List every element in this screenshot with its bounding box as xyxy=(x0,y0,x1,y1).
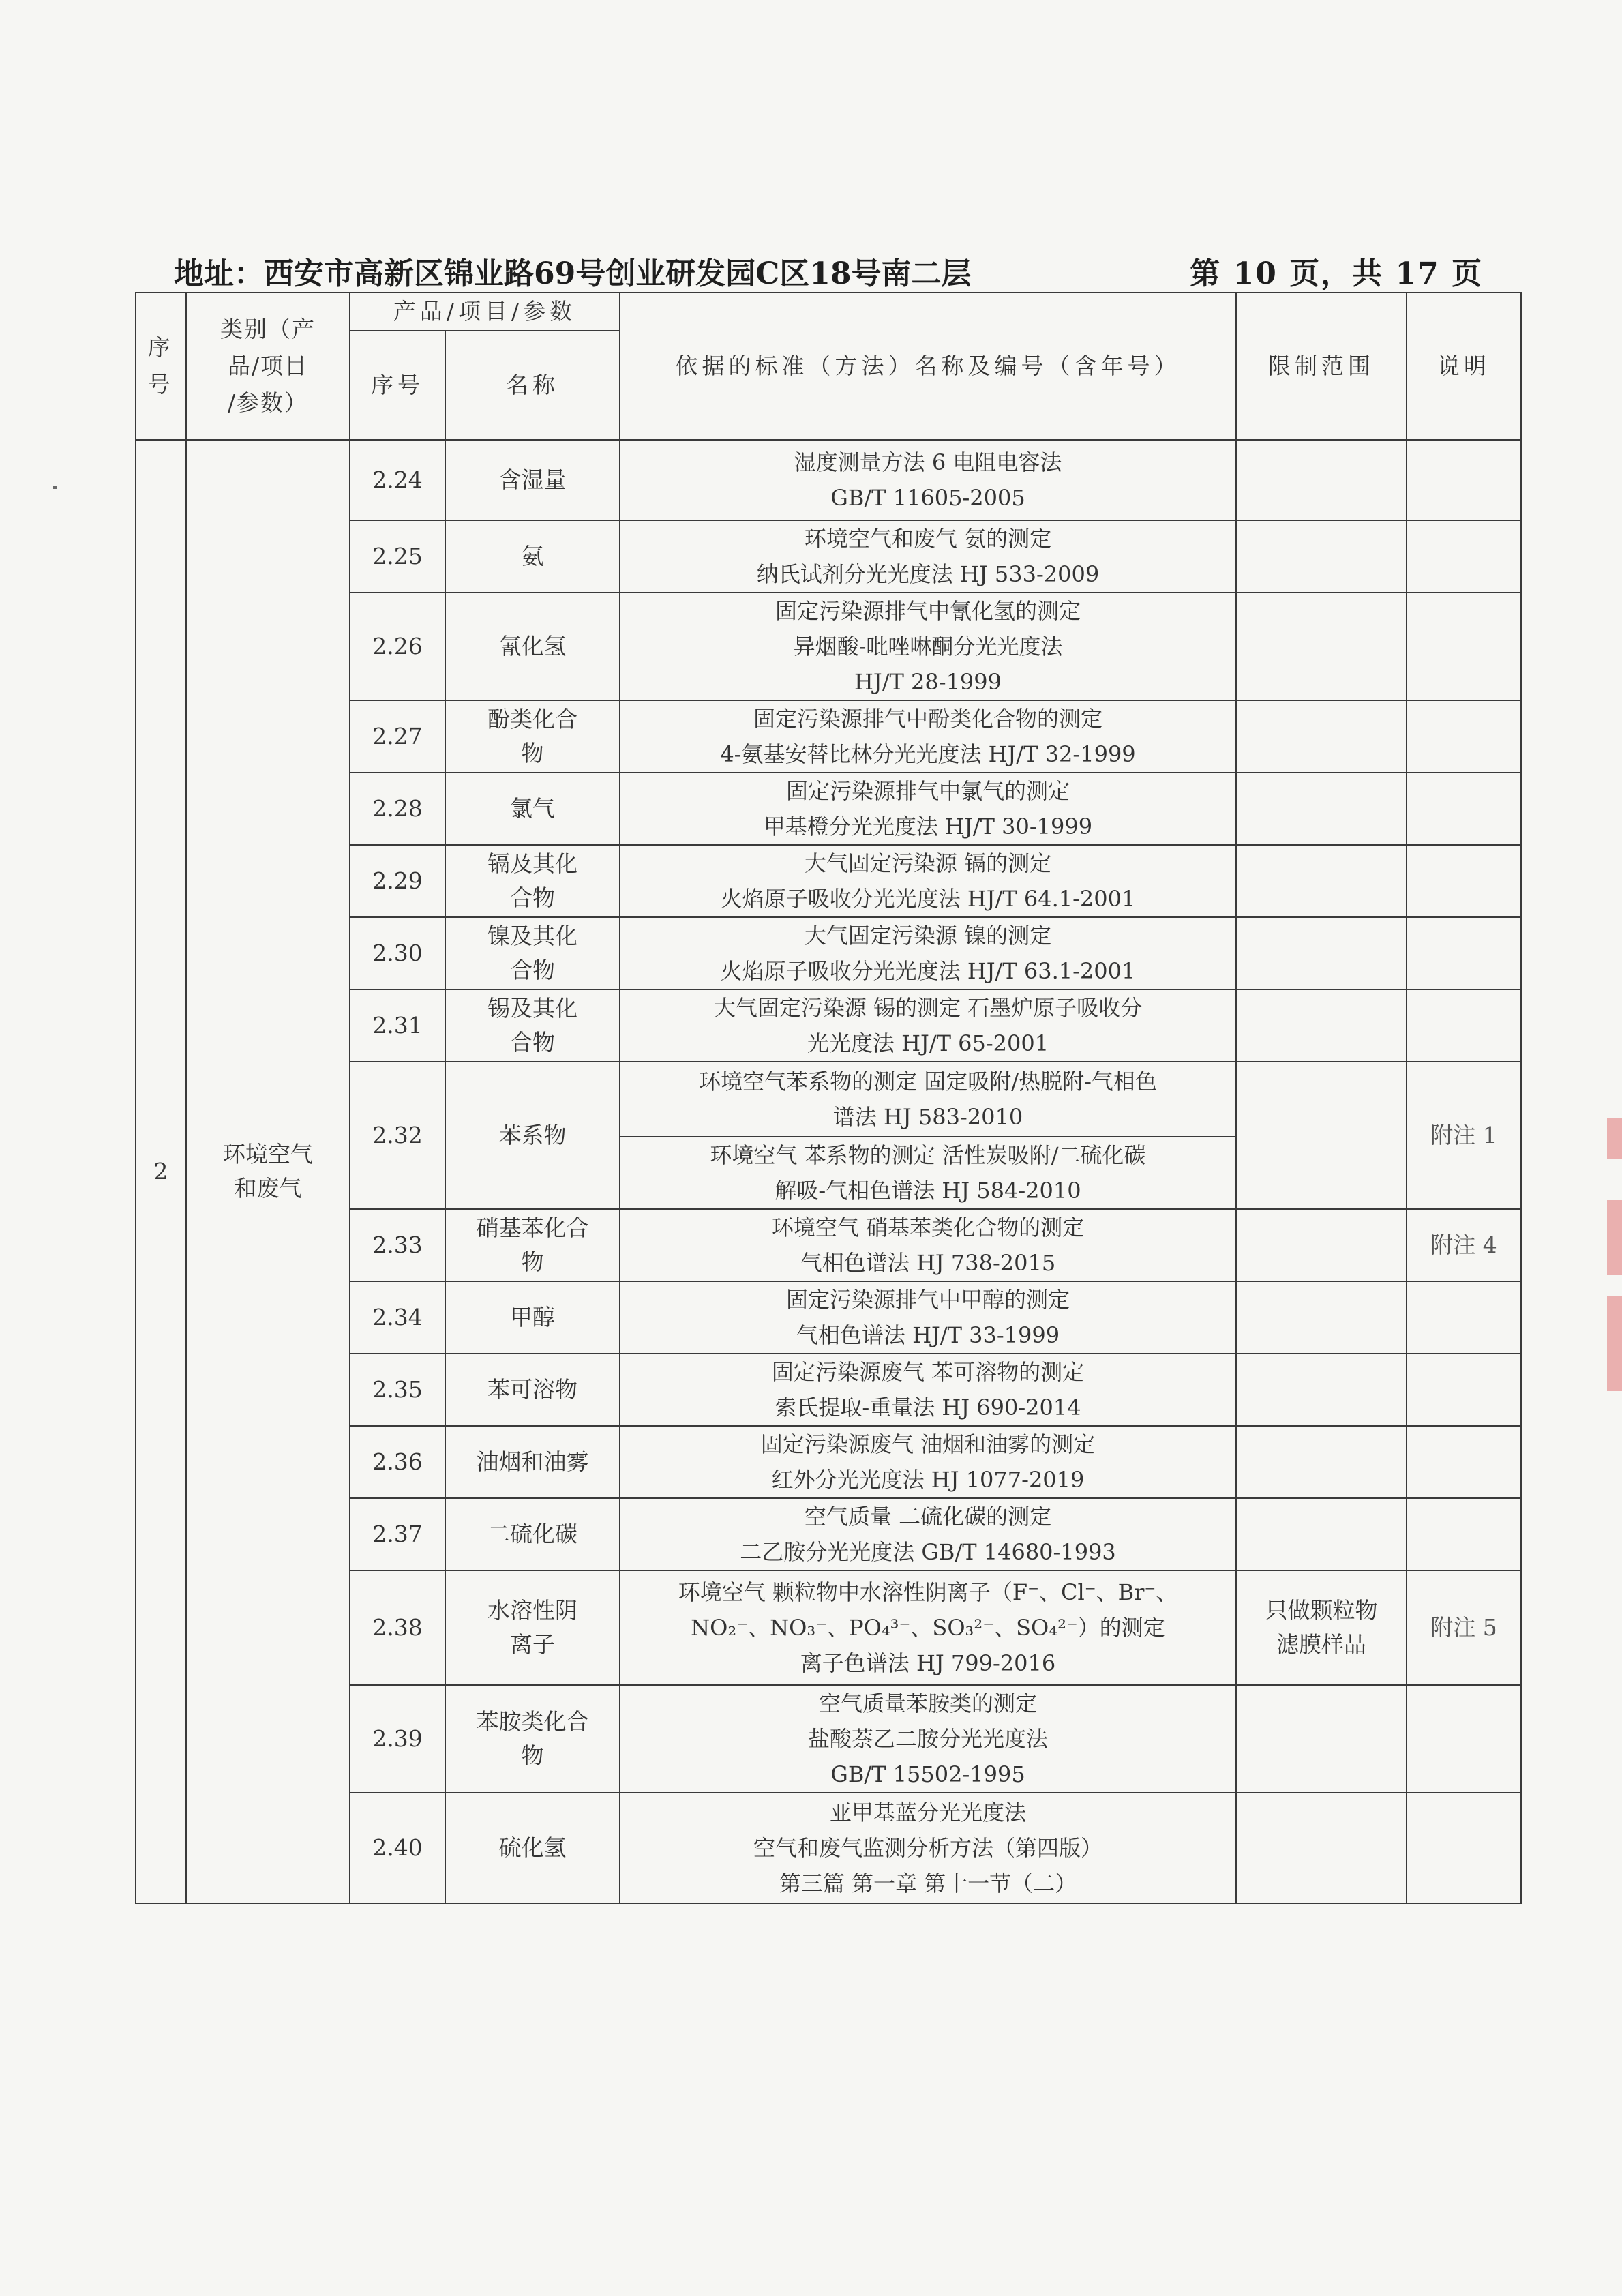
item-no: 2.25 xyxy=(350,520,445,593)
item-no: 2.32 xyxy=(350,1062,445,1209)
item-remark xyxy=(1407,989,1521,1062)
item-name: 氯气 xyxy=(445,773,620,845)
item-remark: 附注 1 xyxy=(1407,1062,1521,1209)
item-limit xyxy=(1236,1685,1407,1793)
item-remark xyxy=(1407,1793,1521,1903)
item-standard: 固定污染源排气中氰化氢的测定 异烟酸-吡唑啉酮分光光度法 HJ/T 28-1999 xyxy=(620,593,1236,700)
item-name: 甲醇 xyxy=(445,1281,620,1354)
item-remark xyxy=(1407,1426,1521,1498)
item-no: 2.29 xyxy=(350,845,445,917)
table-row xyxy=(136,440,1521,520)
col-header-group: 产品/项目/参数 xyxy=(350,293,620,331)
capability-table xyxy=(135,292,1522,1904)
item-name: 镉及其化 合物 xyxy=(445,845,620,917)
item-standard: 固定污染源排气中酚类化合物的测定 4-氨基安替比林分光光度法 HJ/T 32-1999 xyxy=(620,700,1236,773)
item-standard: 固定污染源废气 油烟和油雾的测定 红外分光光度法 HJ 1077-2019 xyxy=(620,1426,1236,1498)
item-limit xyxy=(1236,1062,1407,1209)
item-no: 2.40 xyxy=(350,1793,445,1903)
item-limit: 只做颗粒物 滤膜样品 xyxy=(1236,1570,1407,1685)
item-limit xyxy=(1236,917,1407,989)
item-standard: 环境空气 硝基苯类化合物的测定 气相色谱法 HJ 738-2015 xyxy=(620,1209,1236,1281)
item-remark xyxy=(1407,700,1521,773)
item-no: 2.28 xyxy=(350,773,445,845)
item-name: 油烟和油雾 xyxy=(445,1426,620,1498)
item-no: 2.36 xyxy=(350,1426,445,1498)
item-standard: 大气固定污染源 镉的测定 火焰原子吸收分光光度法 HJ/T 64.1-2001 xyxy=(620,845,1236,917)
item-no: 2.37 xyxy=(350,1498,445,1570)
item-remark: 附注 4 xyxy=(1407,1209,1521,1281)
item-standard: 空气质量苯胺类的测定 盐酸萘乙二胺分光光度法 GB/T 15502-1995 xyxy=(620,1685,1236,1793)
item-limit xyxy=(1236,1426,1407,1498)
item-name: 含湿量 xyxy=(445,440,620,520)
item-no: 2.35 xyxy=(350,1354,445,1426)
item-standard: 固定污染源排气中氯气的测定 甲基橙分光光度法 HJ/T 30-1999 xyxy=(620,773,1236,845)
item-standard: 固定污染源排气中甲醇的测定 气相色谱法 HJ/T 33-1999 xyxy=(620,1281,1236,1354)
item-standard-alt: 环境空气 苯系物的测定 活性炭吸附/二硫化碳 解吸-气相色谱法 HJ 584-2010 xyxy=(620,1137,1236,1209)
item-no: 2.34 xyxy=(350,1281,445,1354)
item-name: 苯胺类化合 物 xyxy=(445,1685,620,1793)
group-seq: 2 xyxy=(136,440,186,1903)
item-remark xyxy=(1407,1281,1521,1354)
item-name: 氨 xyxy=(445,520,620,593)
item-remark xyxy=(1407,917,1521,989)
item-standard: 空气质量 二硫化碳的测定 二乙胺分光光度法 GB/T 14680-1993 xyxy=(620,1498,1236,1570)
item-no: 2.26 xyxy=(350,593,445,700)
col-header-remark: 说明 xyxy=(1407,293,1521,440)
col-header-category: 类别（产 品/项目 /参数） xyxy=(186,293,350,440)
item-remark xyxy=(1407,1354,1521,1426)
item-remark: 附注 5 xyxy=(1407,1570,1521,1685)
item-standard: 亚甲基蓝分光光度法 空气和废气监测分析方法（第四版） 第三篇 第一章 第十一节（二） xyxy=(620,1793,1236,1903)
item-name: 锡及其化 合物 xyxy=(445,989,620,1062)
item-standard: 固定污染源废气 苯可溶物的测定 索氏提取-重量法 HJ 690-2014 xyxy=(620,1354,1236,1426)
item-no: 2.38 xyxy=(350,1570,445,1685)
item-standard: 大气固定污染源 锡的测定 石墨炉原子吸收分 光光度法 HJ/T 65-2001 xyxy=(620,989,1236,1062)
item-limit xyxy=(1236,1793,1407,1903)
item-standard: 湿度测量方法 6 电阻电容法 GB/T 11605-2005 xyxy=(620,440,1236,520)
item-no: 2.33 xyxy=(350,1209,445,1281)
item-remark xyxy=(1407,1498,1521,1570)
col-header-item-no: 序号 xyxy=(350,331,445,440)
item-remark xyxy=(1407,845,1521,917)
item-no: 2.39 xyxy=(350,1685,445,1793)
item-limit xyxy=(1236,1354,1407,1426)
address-text: 地址：西安市高新区锦业路69号创业研发园C区18号南二层 xyxy=(174,256,972,291)
item-limit xyxy=(1236,773,1407,845)
item-limit xyxy=(1236,520,1407,593)
item-name: 水溶性阴 离子 xyxy=(445,1570,620,1685)
page-header xyxy=(174,249,1483,298)
item-no: 2.24 xyxy=(350,440,445,520)
item-limit xyxy=(1236,700,1407,773)
stamp-edge-mark xyxy=(1607,1118,1622,1159)
item-remark xyxy=(1407,773,1521,845)
stamp-edge-mark xyxy=(1607,1296,1622,1391)
item-name: 酚类化合 物 xyxy=(445,700,620,773)
item-name: 二硫化碳 xyxy=(445,1498,620,1570)
stamp-edge-mark xyxy=(1607,1200,1622,1275)
col-header-limit: 限制范围 xyxy=(1236,293,1407,440)
item-remark xyxy=(1407,593,1521,700)
item-limit xyxy=(1236,1209,1407,1281)
item-limit xyxy=(1236,1498,1407,1570)
page-number: 第 10 页，共 17 页 xyxy=(1190,256,1483,291)
item-standard: 环境空气苯系物的测定 固定吸附/热脱附-气相色 谱法 HJ 583-2010 xyxy=(620,1062,1236,1137)
col-header-seq: 序 号 xyxy=(136,293,186,440)
item-limit xyxy=(1236,989,1407,1062)
item-standard: 环境空气和废气 氨的测定 纳氏试剂分光光度法 HJ 533-2009 xyxy=(620,520,1236,593)
item-name: 硫化氢 xyxy=(445,1793,620,1903)
item-name: 苯可溶物 xyxy=(445,1354,620,1426)
item-standard: 大气固定污染源 镍的测定 火焰原子吸收分光光度法 HJ/T 63.1-2001 xyxy=(620,917,1236,989)
item-name: 氰化氢 xyxy=(445,593,620,700)
item-standard: 环境空气 颗粒物中水溶性阴离子（F⁻、Cl⁻、Br⁻、 NO₂⁻、NO₃⁻、PO₄³⁻、SO₃²⁻、SO₄²⁻）的测定 离子色谱法 HJ 799-2016 xyxy=(620,1570,1236,1685)
item-name: 硝基苯化合 物 xyxy=(445,1209,620,1281)
item-limit xyxy=(1236,440,1407,520)
item-limit xyxy=(1236,845,1407,917)
item-no: 2.30 xyxy=(350,917,445,989)
item-name: 镍及其化 合物 xyxy=(445,917,620,989)
col-header-item-name: 名称 xyxy=(445,331,620,440)
item-remark xyxy=(1407,440,1521,520)
col-header-standard: 依据的标准（方法）名称及编号（含年号） xyxy=(620,293,1236,440)
item-name: 苯系物 xyxy=(445,1062,620,1209)
item-remark xyxy=(1407,520,1521,593)
scan-speck xyxy=(53,486,57,489)
group-category: 环境空气 和废气 xyxy=(186,440,350,1903)
item-remark xyxy=(1407,1685,1521,1793)
item-limit xyxy=(1236,1281,1407,1354)
item-no: 2.31 xyxy=(350,989,445,1062)
item-no: 2.27 xyxy=(350,700,445,773)
item-limit xyxy=(1236,593,1407,700)
